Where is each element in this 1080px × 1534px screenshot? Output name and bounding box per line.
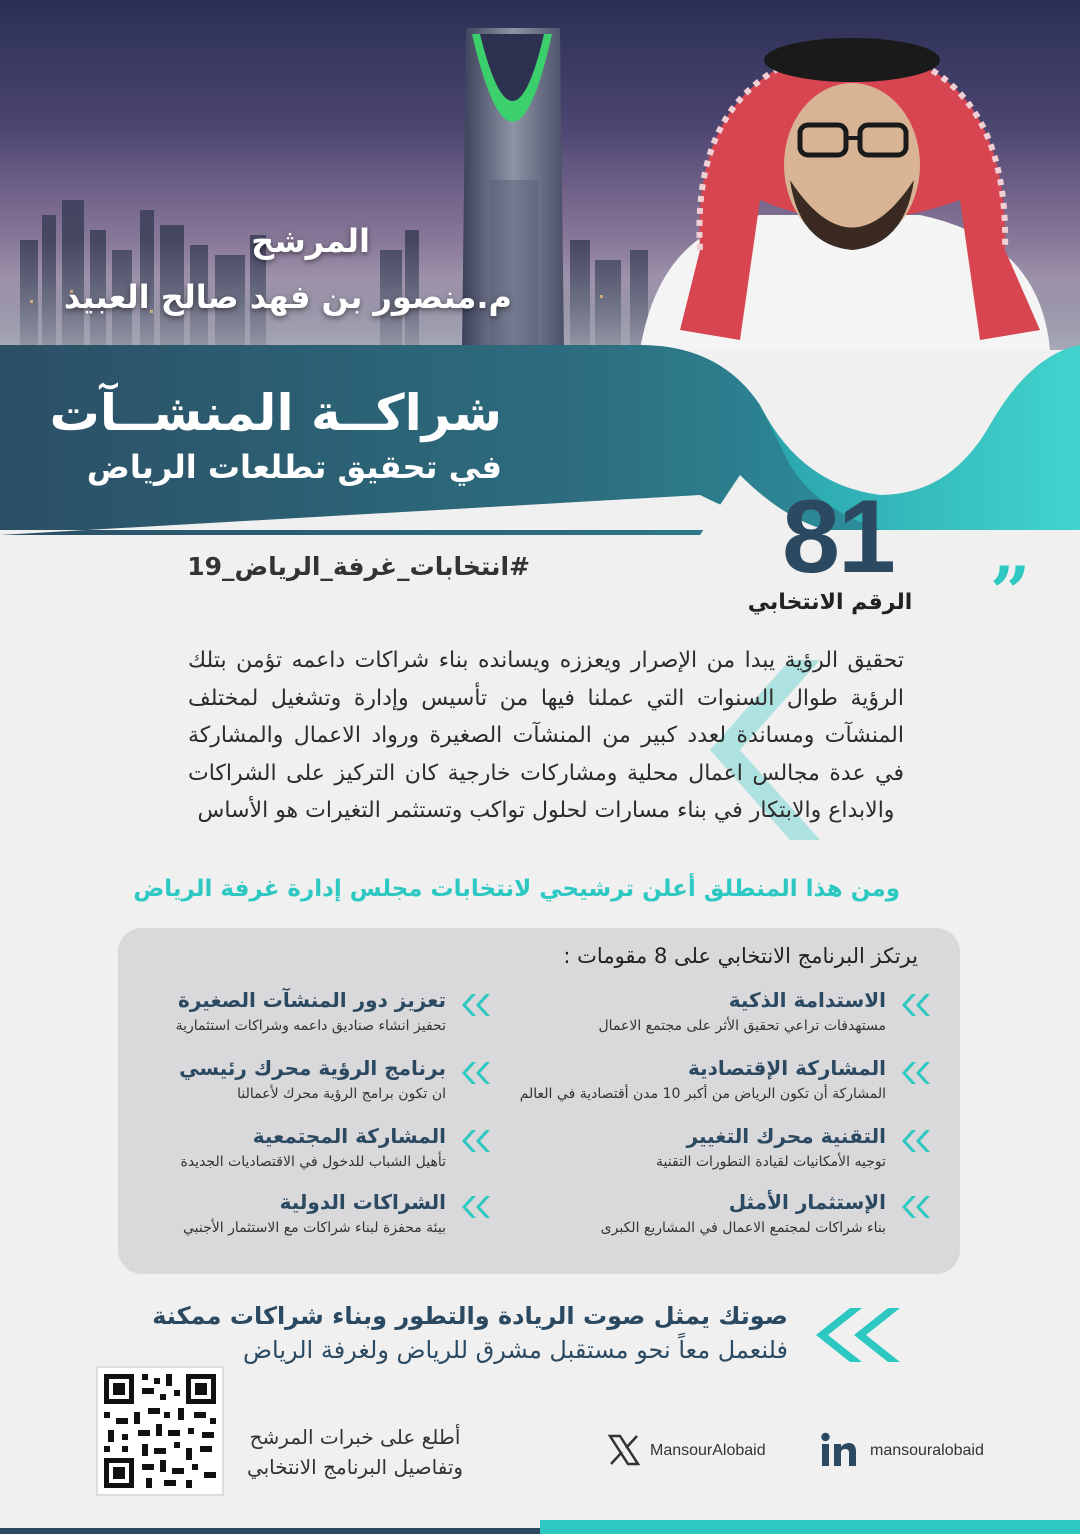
bottom-accent-bar (540, 1520, 1080, 1534)
pillar-title: الشراكات الدولية (279, 1190, 446, 1214)
quote-icon: ” (990, 551, 1031, 634)
cta-line-2: فلنعمل معاً نحو مستقبل مشرق للرياض ولغرفة الرياض (242, 1336, 788, 1364)
double-chevron-icon (896, 994, 932, 1016)
double-chevron-icon (456, 994, 492, 1016)
double-chevron-icon (896, 1130, 932, 1152)
pillar-title: برنامج الرؤية محرك رئيسي (179, 1056, 446, 1080)
candidate-statement: تحقيق الرؤية يبدا من الإصرار ويعززه ويسانده بناء شراكات داعمه تؤمن بتلك الرؤية طوال السنوات التي عملنا فيها من تأسيس وإدارة وتشغيل لمختلف المنشآت ومساندة لعدد كبير من المنشآت الصغيرة ورواد الاعمال والمشاركة في عدة مجالس اعمال محلية ومشاركات خارجية كان التركيز على الشراكات والابداع والابتكار في بناء مسارات لحلول تواكب وتستثمر التغيرات هو الأساس (188, 648, 904, 823)
qr-caption-line-2: وتفاصيل البرنامج الانتخابي (246, 1455, 464, 1479)
double-chevron-icon (456, 1196, 492, 1218)
double-chevron-icon (896, 1196, 932, 1218)
pillar-desc: توجيه الأمكانيات لقيادة التطورات التقنية (655, 1154, 886, 1170)
ballot-number-label: الرقم الانتخابي (747, 590, 913, 615)
pillar-item (92, 1124, 492, 1184)
candidate-label: المرشح (251, 222, 370, 260)
large-double-chevron-icon (812, 1308, 902, 1362)
candidate-portrait (640, 38, 1050, 350)
linkedin-logo-icon (820, 1432, 860, 1468)
pillar-title: تعزيز دور المنشآت الصغيرة (178, 988, 446, 1012)
pillar-desc: ان تكون برامج الرؤية محرك لأعمالنا (237, 1086, 446, 1102)
banner-subtitle: في تحقيق تطلعات الرياض (86, 448, 502, 486)
x-handle: MansourAlobaid (650, 1442, 766, 1459)
qr-caption (240, 1422, 470, 1482)
candidacy-announcement: ومن هذا المنطلق أعلن ترشيحي لانتخابات مجلس إدارة غرفة الرياض (133, 876, 900, 902)
pillar-title: التقنية محرك التغيير (686, 1124, 886, 1148)
pillar-title: الاستدامة الذكية (728, 988, 886, 1012)
pillar-title: المشاركة المجتمعية (252, 1124, 446, 1148)
pillar-item (532, 1124, 932, 1184)
pillars-intro: يرتكز البرنامج الانتخابي على 8 مقومات : (563, 944, 918, 968)
pillar-desc: بيئة محفزة لبناء شراكات مع الاستثمار الأجنبي (182, 1220, 446, 1236)
pillar-title: المشاركة الإقتصادية (688, 1056, 886, 1080)
candidate-name: م.منصور بن فهد صالح العبيد (63, 278, 512, 316)
pillar-desc: بناء شراكات لمجتمع الاعمال في المشاريع الكبرى (600, 1220, 886, 1236)
pillar-item (532, 1190, 932, 1250)
pillar-item (92, 1056, 492, 1116)
linkedin-handle: mansouralobaid (870, 1442, 984, 1459)
pillar-desc: تحفيز انشاء صناديق داعمه وشراكات استثمارية (175, 1018, 446, 1034)
banner-title: شراكــة المنشــآت (49, 384, 502, 442)
double-chevron-icon (896, 1062, 932, 1084)
x-social-link[interactable] (606, 1432, 786, 1472)
hashtag: #انتخابات_غرفة_الرياض_19 (187, 552, 530, 581)
cta-line-1: صوتك يمثل صوت الريادة والتطور وبناء شراكات ممكنة (152, 1302, 788, 1330)
pillar-desc: تأهيل الشباب للدخول في الاقتصاديات الجديدة (180, 1154, 446, 1170)
pillar-item (519, 1056, 932, 1116)
hero-cityscape (0, 0, 1080, 350)
bottom-navy-bar (0, 1528, 540, 1534)
pillar-item (92, 1190, 492, 1250)
pillar-desc: مستهدفات تراعي تحقيق الأثر على مجتمع الاعمال (598, 1018, 886, 1034)
pillar-item (532, 988, 932, 1048)
ballot-number: 81 (782, 479, 894, 595)
double-chevron-icon (456, 1062, 492, 1084)
pillar-title: الإستثمار الأمثل (728, 1190, 886, 1214)
linkedin-social-link[interactable] (820, 1432, 1010, 1472)
qr-code[interactable] (96, 1366, 224, 1496)
pillar-desc: المشاركة أن تكون الرياض من أكبر 10 مدن أقتصادية في العالم (519, 1086, 886, 1102)
x-logo-icon (606, 1432, 642, 1468)
double-chevron-icon (456, 1130, 492, 1152)
pillar-item (92, 988, 492, 1048)
qr-caption-line-1: أطلع على خبرات المرشح (249, 1425, 461, 1449)
